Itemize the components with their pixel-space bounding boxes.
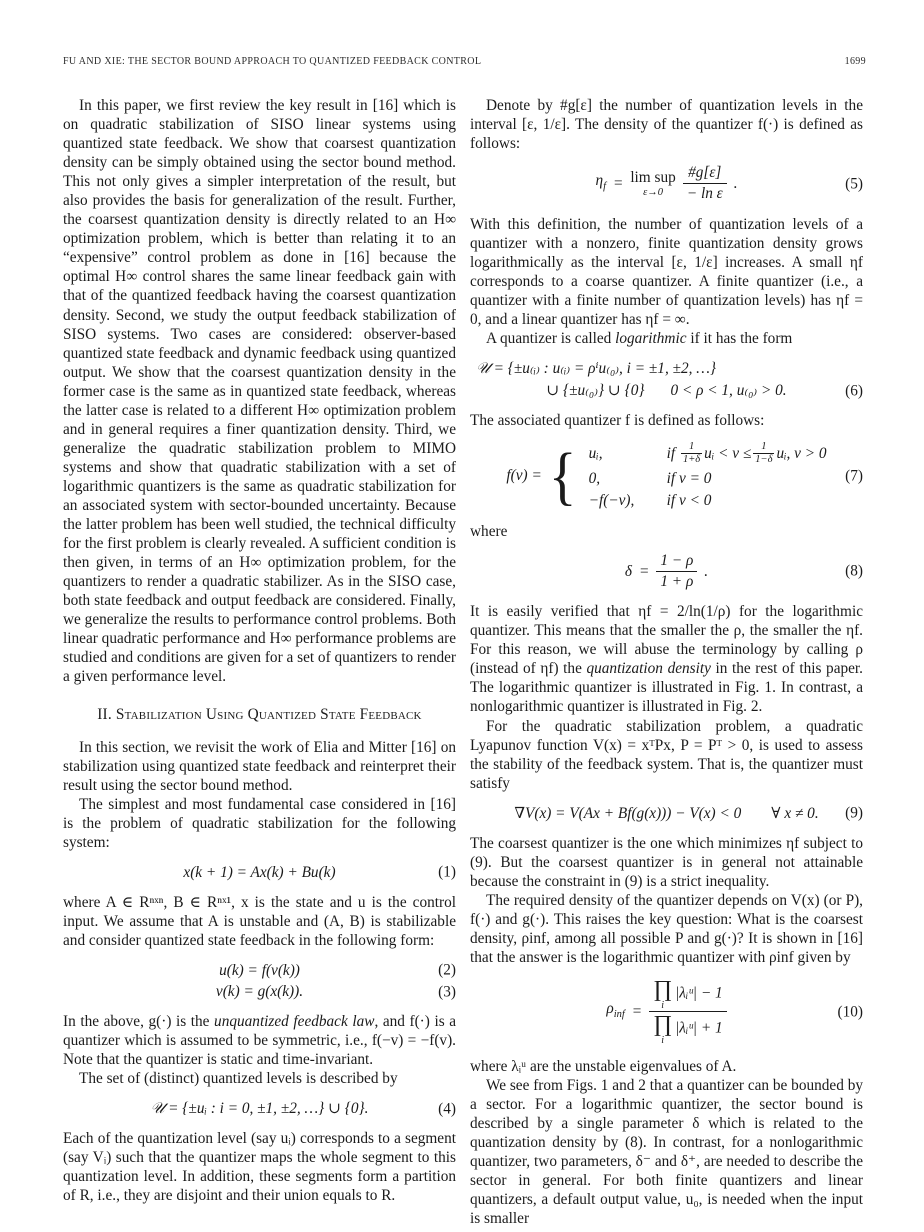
text-run: . (733, 175, 738, 193)
equation-8 (470, 552, 863, 592)
case-row-2 (589, 469, 827, 488)
equation-7 (470, 438, 863, 512)
paragraph-quantizer-symmetric (63, 1012, 456, 1069)
paragraph-partition: Each of the quantization level (say uᵢ) corresponds to a segment (say Vᵢ) such that the quantizer maps the whole segment to this quantization level. In addition, these segments form a partition of R, i.e., they are disjoint and their union equals to R. (63, 1130, 456, 1205)
italic-term-unquantized-feedback-law: unquantized feedback law (214, 1013, 375, 1031)
product-operator (653, 978, 672, 1010)
equation-4 (63, 1099, 456, 1118)
fraction (656, 552, 697, 592)
paragraph-simplest-case: The simplest and most fundamental case considered in [16] is the problem of quadratic stabilization for the following system: (63, 795, 456, 851)
piecewise-cases (589, 441, 827, 510)
paragraph-verified (470, 602, 863, 716)
case-value: 0, (588, 470, 601, 488)
fraction-numerator: 1 (753, 441, 774, 454)
product-index: i (661, 999, 664, 1011)
left-column (63, 96, 456, 1228)
paragraph-where-2: where λᵢᵘ are the unstable eigenvalues of A. (470, 1057, 737, 1075)
text-run: if (666, 445, 676, 463)
equation-2 (63, 961, 456, 980)
equation-10 (470, 978, 863, 1046)
equation-7-body (506, 438, 827, 512)
case-row-3 (589, 491, 827, 510)
paragraph-revisit: In this section, we revisit the work of Elia and Mitter [16] on stabilization using quantized state feedback and reinterpret their result using the sector bound method. (63, 738, 456, 794)
text-run: uᵢ, v > 0 (776, 445, 827, 463)
text-run: f(v) = (506, 467, 542, 485)
text-run: if it has the form (686, 330, 793, 348)
product-symbol: ∏ (653, 1011, 673, 1037)
text-run: . (704, 562, 709, 580)
fraction (683, 164, 727, 204)
case-condition: if v < 0 (666, 492, 712, 510)
fraction-denominator: 1−δ (755, 454, 773, 466)
equals-sign: = (639, 562, 650, 580)
case-value: uᵢ, (588, 445, 603, 463)
product-index: i (661, 1035, 664, 1047)
text-run: ρ (606, 1000, 614, 1018)
equation-3 (63, 982, 456, 1001)
equation-4-number: (4) (438, 1100, 456, 1118)
small-fraction (753, 441, 774, 466)
equation-3-body: v(k) = g(x(k)). (215, 983, 304, 1001)
italic-term-logarithmic: logarithmic (615, 330, 687, 348)
case-condition: if v = 0 (666, 470, 712, 488)
equation-10-body (606, 978, 726, 1046)
text-run: A quantizer is called (486, 330, 616, 348)
text-run: 0 < ρ < 1, u₍₀₎ > 0. (670, 382, 787, 400)
equation-5-body (595, 164, 737, 204)
text-run: uᵢ < v ≤ (704, 445, 752, 463)
limsup-operator (630, 170, 675, 197)
fraction-denominator (649, 1012, 727, 1045)
equation-10-number: (10) (837, 1003, 863, 1021)
limit-subscript: ε→0 (643, 186, 663, 198)
text-run: , and f(·) is a quantizer which is assumed to be symmetric, i.e., f(−v) = −f(v). Note that the quantizer is static and time-invariant. (63, 1013, 457, 1069)
equation-2-body: u(k) = f(v(k)) (219, 961, 300, 979)
text-run: It is easily verified that ηf = 2/ln(1/ρ) for the logarithmic quantizer. This means that the smaller the ρ, the smaller the ηf. For this reason, we will abuse the terminology by calling ρ (instead of ηf) the (470, 603, 863, 678)
text-run: in the rest of this paper. The logarithmic quantizer is illustrated in Fig. 1. In contrast, a nonlogarithmic quantizer is illustrated in Fig. 2. (470, 660, 863, 716)
equation-2-number: (2) (438, 961, 456, 979)
fraction-denominator: 1 + ρ (660, 572, 694, 590)
text-run: η (595, 172, 604, 190)
equals-sign: = (612, 175, 624, 193)
equation-6-line1: 𝒰 = {±u₍ᵢ₎ : u₍ᵢ₎ = ρⁱu₍₀₎, i = ±1, ±2, …} (476, 360, 717, 378)
text-run: ∇V(x) = V(Ax + Bf(g(x))) − V(x) < 0 (514, 804, 742, 822)
paragraph-density-definition: Denote by #g[ε] the number of quantization levels in the interval [ε, 1/ε]. The density of the quantizer f(·) is defined as follows: (470, 97, 863, 153)
equation-5 (470, 164, 863, 204)
two-column-body (63, 96, 863, 1228)
case-row-1 (589, 441, 827, 466)
equation-9 (470, 804, 863, 823)
running-title: FU AND XIE: THE SECTOR BOUND APPROACH TO QUANTIZED FEEDBACK CONTROL (63, 56, 482, 67)
equation-5-number: (5) (845, 175, 863, 193)
fraction-numerator: 1 (681, 441, 702, 454)
equals-sign: = (631, 1003, 643, 1021)
paragraph-lyapunov: For the quadratic stabilization problem, a quadratic Lyapunov function V(x) = xᵀPx, P = Pᵀ > 0, is used to assess the stability of the feedback system. That is, the quantizer must satisfy (470, 717, 863, 792)
paragraph-set-of-levels: The set of (distinct) quantized levels is described by (79, 1070, 398, 1088)
equation-9-number: (9) (845, 804, 863, 822)
fraction-numerator: #g[ε] (683, 164, 727, 184)
paragraph-where-1: where (470, 522, 508, 540)
fraction-numerator (649, 978, 727, 1012)
left-brace: { (548, 438, 577, 512)
text-run: ∪ {±u₍₀₎} ∪ {0} (546, 382, 645, 400)
case-condition (667, 441, 827, 466)
equation-1 (63, 863, 456, 882)
fraction-numerator: 1 − ρ (656, 552, 697, 572)
paragraph-system-description: where A ∈ Rⁿˣⁿ, B ∈ Rⁿˣ¹, x is the state and u is the control input. We assume that A is unstable and (A, B) is stabilizable and consider quantized state feedback in the following form: (63, 893, 456, 949)
fraction (649, 978, 727, 1046)
fraction-denominator: − ln ε (686, 185, 723, 203)
equation-6-number: (6) (845, 382, 863, 400)
equation-6 (470, 359, 863, 400)
rho-inf-symbol (606, 999, 624, 1024)
section-heading: II. Stabilization Using Quantized State Feedback (97, 706, 422, 724)
text-run: lim sup (630, 169, 676, 187)
product-symbol: ∏ (653, 976, 673, 1002)
equation-8-number: (8) (845, 562, 863, 580)
delta-symbol: δ (624, 562, 632, 580)
product-operator (653, 1013, 672, 1045)
running-header (63, 56, 866, 67)
paragraph-key-question: The required density of the quantizer depends on V(x) (or P), f(·) and g(·). This raises the key question: What is the coarsest density, ρinf, among all possible P and g(·)? It is shown in [16] that the answer is the logarithmic quantizer with ρinf given by (470, 891, 863, 967)
fraction-denominator: 1+δ (682, 454, 701, 466)
italic-term-quantization-density: quantization density (586, 660, 711, 678)
equation-4-body: 𝒰 = {±uᵢ : i = 0, ±1, ±2, …} ∪ {0}. (150, 1100, 369, 1118)
case-value: −f(−v), (588, 492, 635, 510)
paragraph-logarithmic-intro (470, 329, 863, 348)
text-run: |λᵢᵘ| − 1 (675, 984, 723, 1002)
small-fraction (681, 441, 702, 466)
equation-7-number: (7) (845, 467, 863, 485)
paragraph-density-discussion: With this definition, the number of quantization levels of a quantizer with a nonzero, finite quantization density grows logarithmically as the interval [ε, 1/ε] increases. A small ηf corresponds to a coarse quantizer. A finite quantizer (i.e., a quantizer with a finite number of quantization levels) has ηf = 0, and a linear quantizer has ηf = ∞. (470, 215, 863, 329)
text-run: |λᵢᵘ| + 1 (675, 1020, 723, 1038)
paragraph-sector-bound: We see from Figs. 1 and 2 that a quantizer can be bounded by a sector. For a logarithmic quantizer, the sector bound is described by a single parameter δ which is related to the quantization density by (8). In contrast, for a nonlogarithmic quantizer, two parameters, δ⁻ and δ⁺, are needed to describe the sector in general. For both finite quantizers and linear quantizers, a default output value, u₀, is needed when the input is smaller (470, 1076, 863, 1228)
text-run: In the above, g(·) is the (63, 1013, 215, 1031)
equation-8-body (625, 552, 708, 592)
page-number: 1699 (844, 56, 866, 67)
eta-f-symbol (595, 171, 606, 196)
right-column (470, 96, 863, 1228)
equation-3-number: (3) (438, 983, 456, 1001)
equation-1-body: x(k + 1) = Ax(k) + Bu(k) (183, 863, 336, 881)
equation-group-2-3 (63, 961, 456, 1001)
paragraph-associated-quantizer: The associated quantizer f is defined as follows: (470, 412, 765, 430)
equation-9-body (514, 805, 818, 822)
subscript: f (603, 181, 606, 193)
paragraph-intro: In this paper, we first review the key result in [16] which is on quadratic stabilization of SISO linear systems using quantized state feedback. We show that coarsest quantization density can be simply obtained using the sector bound method. This not only gives a simpler interpretation of the result, but also provides the basis for generalization of the result. Further, the coarsest quantization density is directly related to an H∞ optimization problem, which is better than relating it to an “expensive” control problem as done in [16] because the optimal H∞ control shares the same linear feedback gain with that of the quantized feedback having the coarsest quantization density. Second, we study the output feedback stabilization of SISO systems. Two cases are considered: observer-based quantized state feedback and dynamic feedback using quantized output. We show that the coarsest quantization density in the former case is the same as in quantized state feedback, whereas the latter case is related to a different H∞ optimization problem and in general requires a finer quantization density. Third, we generalize the quadratic stabilization problem to MIMO systems and show that quadratic stabilization with a set of logarithmic quantizers is the same as quadratic stabilization for an associated system with sector-bounded uncertainty. Because the latter problem has been well studied, the technical difficulty for the first problem is clearly revealed. A sufficient condition is then given, in terms of an H∞ optimization problem, for the quantizers to render a quadratic stabilizer. As in the SISO case, both state feedback and output feedback are considered. Finally, we generalize the results to performance control problems. Both linear quadratic performance and H∞ performance problems are studied and conditions are given for a set of quantizers to render a given performance level. (63, 97, 456, 686)
equation-1-number: (1) (438, 863, 456, 881)
equation-6-line2 (470, 381, 863, 400)
paragraph-coarsest-quantizer: The coarsest quantizer is the one which minimizes ηf subject to (9). But the coarsest quantizer is in general not attainable because the constraint in (9) is a strict inequality. (470, 834, 863, 890)
subscript: inf (613, 1009, 625, 1021)
quantifier: ∀ x ≠ 0. (771, 804, 819, 822)
